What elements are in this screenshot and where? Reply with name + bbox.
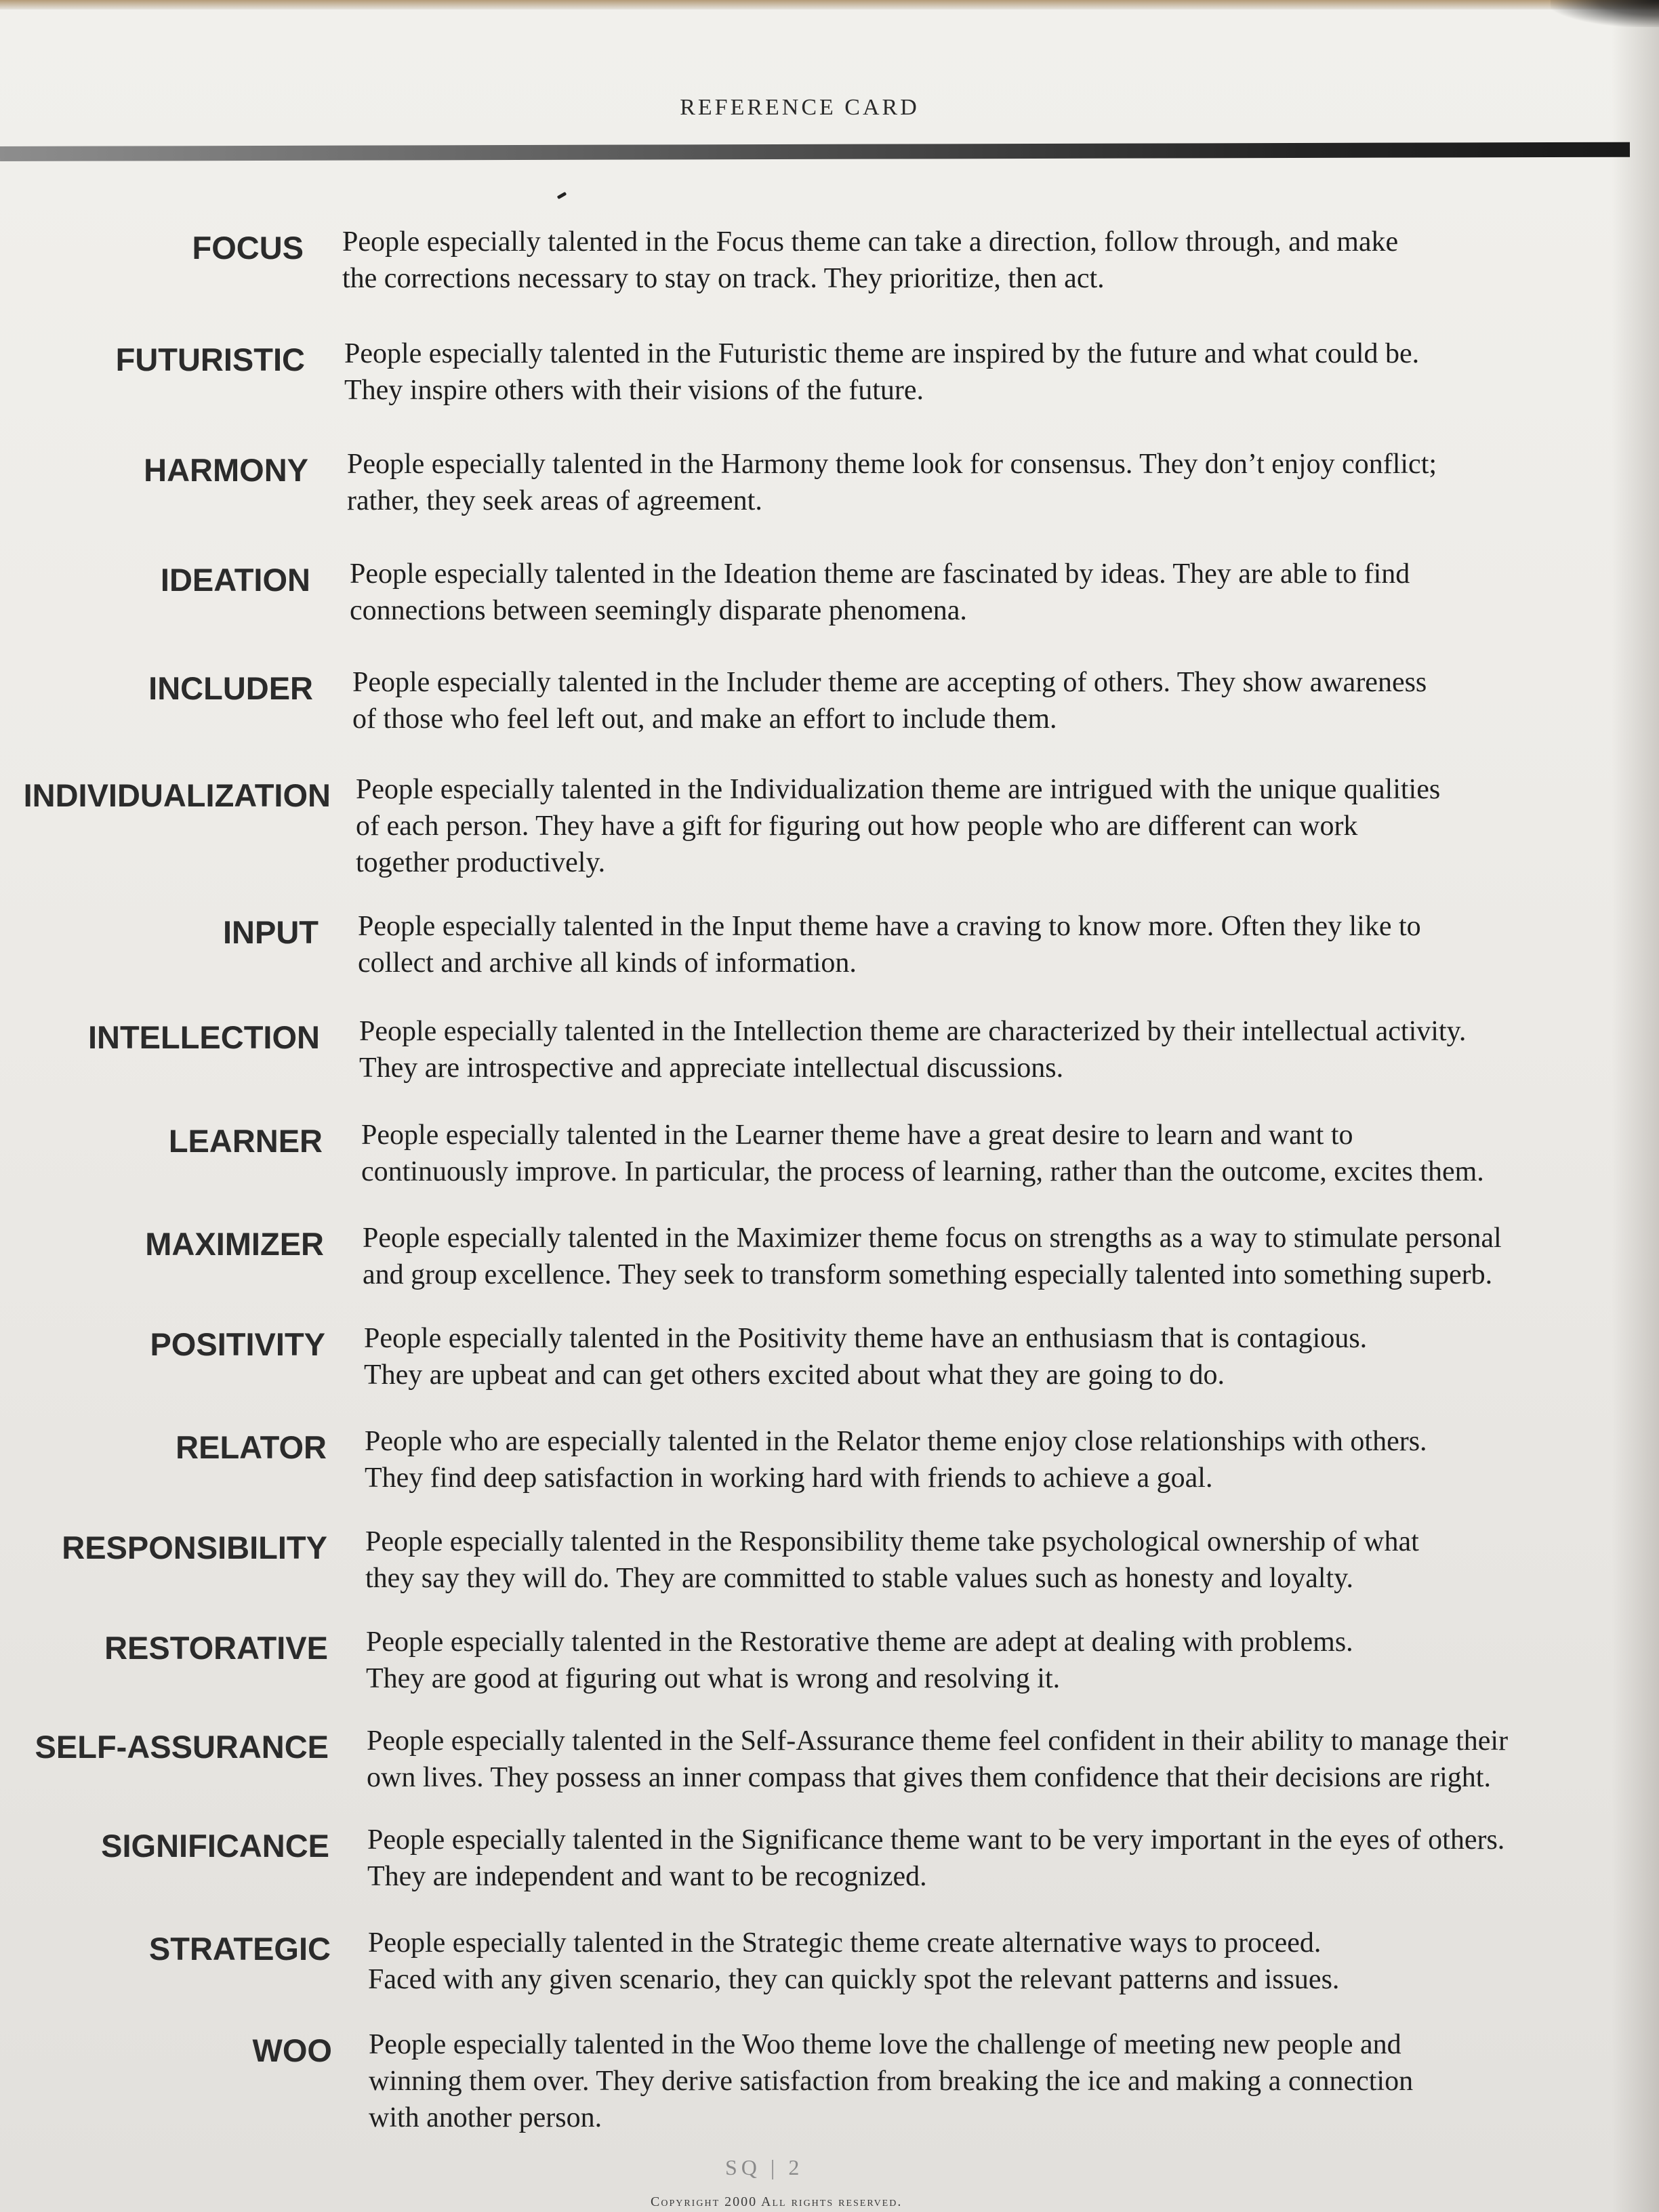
theme-term-cell — [0, 1220, 324, 1261]
description-line: winning them over. They derive satisfaction from breaking the ice and making a connection — [369, 2066, 1414, 2097]
description-line: People especially talented in the Ideation theme are fascinated by ideas. They are able to find — [350, 558, 1410, 590]
theme-description — [363, 1220, 1623, 1293]
theme-term-cell — [0, 664, 313, 705]
description-line: People especially talented in the Individualization theme are intrigued with the unique qualities — [356, 774, 1441, 805]
theme-term: INDIVIDUALIZATION — [23, 777, 331, 813]
page-number: SQ | 2 — [725, 2155, 804, 2179]
theme-term: MAXIMIZER — [145, 1226, 324, 1262]
description-line: they say they will do. They are committed to stable values such as honesty and loyalty. — [365, 1563, 1354, 1594]
theme-term-cell — [0, 1925, 331, 1965]
description-line: People especially talented in the Focus theme can take a direction, follow through, and make — [342, 226, 1399, 258]
theme-term-cell — [0, 1523, 327, 1564]
description-line: with another person. — [369, 2102, 602, 2133]
theme-term: FUTURISTIC — [115, 342, 305, 377]
theme-term: SELF-ASSURANCE — [35, 1729, 329, 1765]
theme-description — [367, 1723, 1627, 1796]
theme-description — [365, 1423, 1625, 1496]
description-line: They are introspective and appreciate intellectual discussions. — [359, 1052, 1064, 1084]
theme-term: FOCUS — [192, 230, 304, 266]
theme-term: SIGNIFICANCE — [101, 1828, 329, 1864]
description-line: Faced with any given scenario, they can quickly spot the relevant patterns and issues. — [368, 1964, 1340, 1995]
description-line: People especially talented in the Positivity theme have an enthusiasm that is contagious. — [364, 1323, 1368, 1354]
theme-term: RESTORATIVE — [104, 1630, 328, 1666]
theme-term: WOO — [252, 2032, 332, 2068]
theme-term-cell — [0, 335, 305, 376]
theme-term: RELATOR — [176, 1429, 327, 1465]
description-line: of those who feel left out, and make an effort to include them. — [352, 703, 1057, 735]
description-line: People especially talented in the Intellection theme are characterized by their intellectual activity. — [359, 1016, 1467, 1047]
pen-mark — [557, 192, 567, 199]
description-line: together productively. — [356, 847, 606, 878]
description-line: People especially talented in the Restorative theme are adept at dealing with problems. — [366, 1626, 1353, 1658]
theme-term-cell — [0, 908, 319, 949]
theme-term-cell — [0, 2026, 332, 2067]
description-line: People especially talented in the Maximizer theme focus on strengths as a way to stimulate personal — [363, 1223, 1502, 1254]
theme-description — [358, 908, 1618, 981]
description-line: People especially talented in the Self-Assurance theme feel confident in their ability to manage their — [367, 1725, 1509, 1757]
theme-term-cell — [0, 771, 331, 812]
theme-term: RESPONSIBILITY — [62, 1530, 327, 1565]
theme-description — [361, 1117, 1622, 1190]
theme-description — [347, 446, 1607, 519]
theme-term-cell — [0, 556, 310, 596]
description-line: People especially talented in the Significance theme want to be very important in the eyes of others. — [367, 1824, 1505, 1856]
theme-term: INTELLECTION — [87, 1019, 320, 1055]
theme-term: POSITIVITY — [150, 1326, 325, 1362]
header-rule — [0, 142, 1630, 161]
theme-term-cell — [0, 224, 304, 264]
theme-term-cell — [0, 1013, 320, 1054]
description-line: of each person. They have a gift for figuring out how people who are different can work — [356, 811, 1358, 842]
theme-term-cell — [0, 1822, 329, 1862]
theme-term-cell — [0, 1117, 323, 1158]
theme-term: IDEATION — [160, 562, 310, 598]
theme-term: LEARNER — [168, 1123, 323, 1159]
description-line: They are upbeat and can get others excited about what they are going to do. — [364, 1359, 1225, 1391]
description-line: People especially talented in the Includer theme are accepting of others. They show awareness — [352, 667, 1427, 698]
description-line: People especially talented in the Responsibility theme take psychological ownership of what — [365, 1526, 1419, 1557]
theme-term-cell — [0, 1423, 327, 1464]
description-line: People especially talented in the Woo theme love the challenge of meeting new people and — [369, 2029, 1401, 2060]
theme-term: HARMONY — [144, 452, 308, 488]
theme-description — [364, 1320, 1624, 1393]
description-line: and group excellence. They seek to transform something especially talented into something superb. — [363, 1259, 1493, 1290]
description-line: They find deep satisfaction in working hard with friends to achieve a goal. — [365, 1462, 1213, 1494]
theme-description — [342, 224, 1603, 297]
theme-term-cell — [0, 1320, 325, 1361]
description-line: People especially talented in the Strategic theme create alternative ways to proceed. — [368, 1927, 1322, 1959]
theme-description — [350, 556, 1610, 629]
theme-description — [368, 1925, 1629, 1998]
theme-term: INPUT — [223, 914, 319, 950]
description-line: People especially talented in the Input theme have a craving to know more. Often they like to — [358, 911, 1421, 942]
description-line: the corrections necessary to stay on track. They prioritize, then act. — [342, 263, 1105, 294]
page-title: REFERENCE CARD — [680, 95, 920, 120]
theme-term: INCLUDER — [148, 670, 313, 706]
description-line: connections between seemingly disparate phenomena. — [350, 595, 967, 626]
description-line: continuously improve. In particular, the process of learning, rather than the outcome, excites them. — [361, 1156, 1484, 1187]
theme-term-cell — [0, 1624, 328, 1664]
description-line: They are independent and want to be recognized. — [367, 1861, 927, 1892]
theme-description — [367, 1822, 1628, 1895]
description-line: They are good at figuring out what is wrong and resolving it. — [366, 1663, 1061, 1694]
description-line: People especially talented in the Harmony theme look for consensus. They don’t enjoy conflict; — [347, 449, 1437, 480]
description-line: People especially talented in the Futuristic theme are inspired by the future and what could be. — [344, 338, 1420, 369]
theme-description — [365, 1523, 1626, 1597]
theme-term: STRATEGIC — [148, 1931, 331, 1967]
description-line: They inspire others with their visions of the future. — [344, 375, 924, 406]
description-line: People especially talented in the Learner theme have a great desire to learn and want to — [361, 1120, 1353, 1151]
description-line: own lives. They possess an inner compass that gives them confidence that their decisions are right. — [367, 1762, 1491, 1793]
description-line: rather, they seek areas of agreement. — [347, 485, 762, 516]
description-line: People who are especially talented in the Relator theme enjoy close relationships with others. — [365, 1426, 1427, 1457]
theme-description — [344, 335, 1605, 409]
paper-top-edge — [0, 0, 1659, 9]
theme-description — [359, 1013, 1620, 1086]
theme-term-cell — [0, 446, 308, 487]
theme-description — [356, 771, 1616, 881]
theme-term-cell — [0, 1723, 329, 1763]
description-line: collect and archive all kinds of information. — [358, 947, 857, 979]
theme-description — [352, 664, 1613, 737]
theme-description — [369, 2026, 1629, 2136]
copyright-notice: Copyright 2000 All rights reserved. — [651, 2194, 903, 2209]
theme-description — [366, 1624, 1626, 1697]
